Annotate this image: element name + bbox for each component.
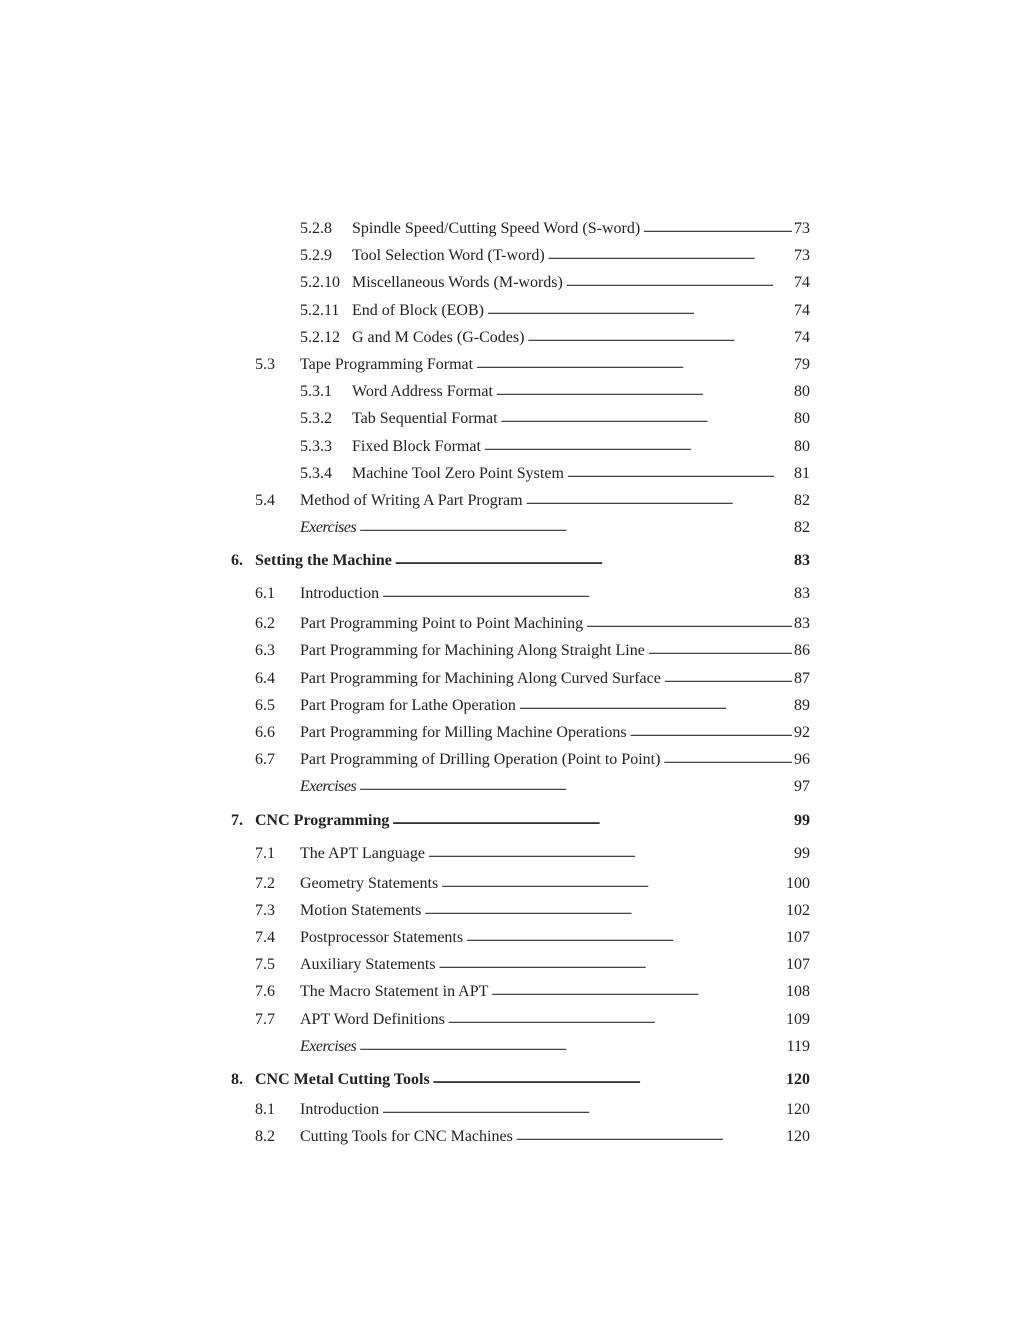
entry-title: Part Programming for Milling Machine Operations bbox=[300, 724, 627, 741]
dot-leader bbox=[395, 544, 792, 577]
toc-section-entry[interactable] bbox=[0, 610, 1020, 637]
entry-line bbox=[300, 978, 810, 1005]
entry-line bbox=[300, 1033, 810, 1060]
entry-line bbox=[352, 242, 810, 269]
entry-number: 5.3.3 bbox=[300, 437, 332, 455]
entry-line bbox=[300, 692, 810, 719]
entry-number: 5.3.2 bbox=[300, 410, 332, 428]
dot-leader bbox=[359, 514, 792, 541]
entry-line bbox=[352, 405, 810, 432]
toc-chapter-entry[interactable] bbox=[0, 804, 1020, 837]
entry-line bbox=[300, 487, 810, 514]
toc-section-entry[interactable] bbox=[0, 405, 1020, 432]
entry-number: 6. bbox=[231, 552, 243, 570]
entry-page-number: 82 bbox=[794, 491, 810, 509]
entry-page-number: 74 bbox=[794, 328, 810, 346]
entry-number: 6.3 bbox=[255, 642, 275, 660]
toc-section-entry[interactable] bbox=[0, 1006, 1020, 1033]
toc-section-entry[interactable] bbox=[0, 746, 1020, 773]
entry-page-number: 89 bbox=[794, 696, 810, 714]
dot-leader bbox=[566, 269, 792, 296]
table-of-contents bbox=[0, 215, 1020, 1150]
entry-number: 8.2 bbox=[255, 1128, 275, 1146]
toc-section-entry[interactable] bbox=[0, 242, 1020, 269]
dot-leader bbox=[466, 924, 784, 951]
dot-leader bbox=[548, 242, 792, 269]
entry-number: 5.2.12 bbox=[300, 328, 340, 346]
toc-section-entry[interactable] bbox=[0, 297, 1020, 324]
dot-leader bbox=[359, 1033, 784, 1060]
toc-section-entry[interactable] bbox=[0, 1096, 1020, 1123]
entry-title: APT Word Definitions bbox=[300, 1010, 445, 1028]
entry-number: 6.6 bbox=[255, 724, 275, 741]
entry-page-number: 119 bbox=[786, 1037, 810, 1055]
toc-exercises-entry[interactable] bbox=[0, 1033, 1020, 1060]
entry-title: Fixed Block Format bbox=[352, 437, 481, 455]
entry-line bbox=[300, 870, 810, 897]
entry-page-number: 80 bbox=[794, 383, 810, 401]
entry-line bbox=[300, 1123, 810, 1150]
entry-page-number: 83 bbox=[794, 585, 810, 603]
entry-number: 6.7 bbox=[255, 751, 275, 769]
entry-line bbox=[300, 610, 810, 637]
toc-section-entry[interactable] bbox=[0, 951, 1020, 978]
entry-title: CNC Metal Cutting Tools bbox=[255, 1070, 430, 1088]
entry-line bbox=[300, 1006, 810, 1033]
entry-line bbox=[300, 577, 810, 610]
entry-number: 7.3 bbox=[255, 901, 275, 919]
entry-number: 7.5 bbox=[255, 956, 275, 974]
entry-title: The APT Language bbox=[300, 844, 426, 862]
dot-leader bbox=[392, 804, 792, 837]
toc-section-entry[interactable] bbox=[0, 324, 1020, 351]
entry-line bbox=[352, 378, 810, 405]
toc-section-entry[interactable] bbox=[0, 577, 1020, 610]
toc-chapter-entry[interactable] bbox=[0, 1063, 1020, 1096]
entry-number: 5.2.10 bbox=[300, 274, 340, 292]
dot-leader bbox=[648, 637, 792, 664]
entry-line bbox=[352, 215, 810, 242]
entry-page-number: 107 bbox=[786, 928, 810, 946]
entry-page-number: 87 bbox=[794, 669, 810, 687]
toc-section-entry[interactable] bbox=[0, 897, 1020, 924]
entry-title: Machine Tool Zero Point System bbox=[352, 464, 564, 482]
entry-number: 5.3 bbox=[255, 355, 275, 373]
dot-leader bbox=[359, 773, 792, 800]
dot-leader bbox=[476, 351, 792, 378]
dot-leader bbox=[501, 405, 792, 432]
entry-title: Part Programming for Machining Along Curved Surface bbox=[300, 669, 661, 687]
toc-chapter-entry[interactable] bbox=[0, 544, 1020, 577]
dot-leader bbox=[630, 719, 792, 746]
toc-section-entry[interactable] bbox=[0, 1123, 1020, 1150]
entry-page-number: 82 bbox=[794, 519, 810, 537]
entry-title: Cutting Tools for CNC Machines bbox=[300, 1128, 513, 1146]
entry-page-number: 73 bbox=[794, 220, 810, 237]
entry-title: Tape Programming Format bbox=[300, 355, 474, 373]
dot-leader bbox=[439, 951, 784, 978]
toc-section-entry[interactable] bbox=[0, 719, 1020, 746]
entry-page-number: 86 bbox=[794, 642, 810, 660]
entry-number: 5.2.8 bbox=[300, 220, 332, 237]
dot-leader bbox=[484, 433, 792, 460]
dot-leader bbox=[441, 870, 784, 897]
entry-number: 6.5 bbox=[255, 696, 275, 714]
toc-section-entry[interactable] bbox=[0, 487, 1020, 514]
entry-number: 7. bbox=[231, 811, 243, 829]
dot-leader bbox=[663, 746, 792, 773]
entry-title: Postprocessor Statements bbox=[300, 928, 464, 946]
dot-leader bbox=[487, 297, 792, 324]
toc-section-entry[interactable] bbox=[0, 433, 1020, 460]
entry-title: Part Programming for Machining Along Straight Line bbox=[300, 642, 645, 660]
dot-leader bbox=[526, 487, 792, 514]
entry-number: 6.4 bbox=[255, 669, 275, 687]
dot-leader bbox=[516, 1123, 784, 1150]
toc-exercises-entry[interactable] bbox=[0, 773, 1020, 800]
entry-title: Exercises bbox=[300, 519, 357, 537]
entry-title: CNC Programming bbox=[255, 811, 390, 829]
dot-leader bbox=[382, 577, 792, 610]
entry-page-number: 83 bbox=[794, 552, 810, 570]
entry-line bbox=[300, 924, 810, 951]
entry-number: 7.2 bbox=[255, 874, 275, 892]
entry-number: 5.4 bbox=[255, 491, 275, 509]
entry-number: 8.1 bbox=[255, 1100, 275, 1118]
entry-line bbox=[300, 837, 810, 870]
entry-line bbox=[255, 804, 810, 837]
entry-line bbox=[300, 1096, 810, 1123]
toc-section-entry[interactable] bbox=[0, 692, 1020, 719]
toc-section-entry[interactable] bbox=[0, 378, 1020, 405]
dot-leader bbox=[664, 665, 792, 692]
entry-line bbox=[352, 297, 810, 324]
toc-section-entry[interactable] bbox=[0, 460, 1020, 487]
entry-page-number: 109 bbox=[786, 1010, 810, 1028]
entry-number: 7.1 bbox=[255, 844, 275, 862]
entry-title: Exercises bbox=[300, 778, 357, 796]
entry-title: Introduction bbox=[300, 1100, 380, 1118]
dot-leader bbox=[491, 978, 784, 1005]
entry-page-number: 81 bbox=[794, 464, 810, 482]
entry-line bbox=[255, 1063, 810, 1096]
entry-title: Motion Statements bbox=[300, 901, 422, 919]
entry-page-number: 102 bbox=[786, 901, 810, 919]
entry-title: Word Address Format bbox=[352, 383, 493, 401]
entry-line bbox=[300, 665, 810, 692]
dot-leader bbox=[643, 215, 792, 242]
toc-section-entry[interactable] bbox=[0, 351, 1020, 378]
entry-page-number: 74 bbox=[794, 274, 810, 292]
entry-line bbox=[300, 351, 810, 378]
dot-leader bbox=[428, 837, 792, 870]
entry-title: Tab Sequential Format bbox=[352, 410, 498, 428]
toc-exercises-entry[interactable] bbox=[0, 514, 1020, 541]
entry-title: Introduction bbox=[300, 585, 380, 603]
entry-number: 5.2.11 bbox=[300, 301, 340, 319]
entry-number: 6.1 bbox=[255, 585, 275, 603]
entry-title: Tool Selection Word (T-word) bbox=[352, 247, 545, 265]
entry-page-number: 73 bbox=[794, 247, 810, 265]
entry-page-number: 83 bbox=[794, 615, 810, 633]
entry-title: G and M Codes (G-Codes) bbox=[352, 328, 525, 346]
toc-section-entry[interactable] bbox=[0, 215, 1020, 242]
entry-line bbox=[300, 897, 810, 924]
dot-leader bbox=[519, 692, 792, 719]
entry-title: Exercises bbox=[300, 1037, 357, 1055]
entry-line bbox=[300, 637, 810, 664]
entry-page-number: 100 bbox=[786, 874, 810, 892]
entry-page-number: 80 bbox=[794, 410, 810, 428]
dot-leader bbox=[586, 610, 792, 637]
entry-number: 5.3.4 bbox=[300, 464, 332, 482]
entry-line bbox=[300, 746, 810, 773]
entry-page-number: 120 bbox=[786, 1070, 810, 1088]
dot-leader bbox=[448, 1006, 784, 1033]
entry-title: Miscellaneous Words (M-words) bbox=[352, 274, 563, 292]
entry-line bbox=[352, 433, 810, 460]
entry-line bbox=[300, 773, 810, 800]
entry-page-number: 96 bbox=[794, 751, 810, 769]
entry-title: Setting the Machine bbox=[255, 552, 392, 570]
entry-line bbox=[352, 269, 810, 296]
toc-section-entry[interactable] bbox=[0, 870, 1020, 897]
entry-page-number: 120 bbox=[786, 1128, 810, 1146]
entry-line bbox=[300, 719, 810, 746]
dot-leader bbox=[382, 1096, 784, 1123]
entry-page-number: 120 bbox=[786, 1100, 810, 1118]
entry-number: 7.4 bbox=[255, 928, 275, 946]
toc-section-entry[interactable] bbox=[0, 269, 1020, 296]
entry-number: 6.2 bbox=[255, 615, 275, 633]
toc-section-entry[interactable] bbox=[0, 837, 1020, 870]
entry-number: 7.6 bbox=[255, 983, 275, 1001]
dot-leader bbox=[424, 897, 784, 924]
entry-page-number: 108 bbox=[786, 983, 810, 1001]
entry-line bbox=[352, 460, 810, 487]
entry-title: Method of Writing A Part Program bbox=[300, 491, 523, 509]
entry-page-number: 99 bbox=[794, 811, 810, 829]
entry-title: Part Program for Lathe Operation bbox=[300, 696, 516, 714]
entry-page-number: 107 bbox=[786, 956, 810, 974]
entry-line bbox=[255, 544, 810, 577]
entry-title: Spindle Speed/Cutting Speed Word (S-word) bbox=[352, 220, 641, 237]
entry-page-number: 99 bbox=[794, 844, 810, 862]
entry-page-number: 80 bbox=[794, 437, 810, 455]
entry-number: 7.7 bbox=[255, 1010, 275, 1028]
entry-number: 8. bbox=[231, 1070, 243, 1088]
entry-page-number: 92 bbox=[794, 724, 810, 741]
entry-line bbox=[300, 951, 810, 978]
entry-title: Part Programming of Drilling Operation (Point to Point) bbox=[300, 751, 661, 769]
toc-section-entry[interactable] bbox=[0, 924, 1020, 951]
entry-page-number: 97 bbox=[794, 778, 810, 796]
dot-leader bbox=[567, 460, 792, 487]
toc-section-entry[interactable] bbox=[0, 665, 1020, 692]
entry-page-number: 74 bbox=[794, 301, 810, 319]
entry-line bbox=[300, 514, 810, 541]
entry-title: Geometry Statements bbox=[300, 874, 439, 892]
entry-title: Part Programming Point to Point Machining bbox=[300, 615, 584, 633]
entry-page-number: 79 bbox=[794, 355, 810, 373]
toc-section-entry[interactable] bbox=[0, 978, 1020, 1005]
entry-number: 5.3.1 bbox=[300, 383, 332, 401]
dot-leader bbox=[433, 1063, 784, 1096]
entry-number: 5.2.9 bbox=[300, 247, 332, 265]
entry-title: Auxiliary Statements bbox=[300, 956, 436, 974]
dot-leader bbox=[496, 378, 792, 405]
entry-line bbox=[352, 324, 810, 351]
toc-section-entry[interactable] bbox=[0, 637, 1020, 664]
dot-leader bbox=[527, 324, 792, 351]
entry-title: End of Block (EOB) bbox=[352, 301, 484, 319]
entry-title: The Macro Statement in APT bbox=[300, 983, 489, 1001]
